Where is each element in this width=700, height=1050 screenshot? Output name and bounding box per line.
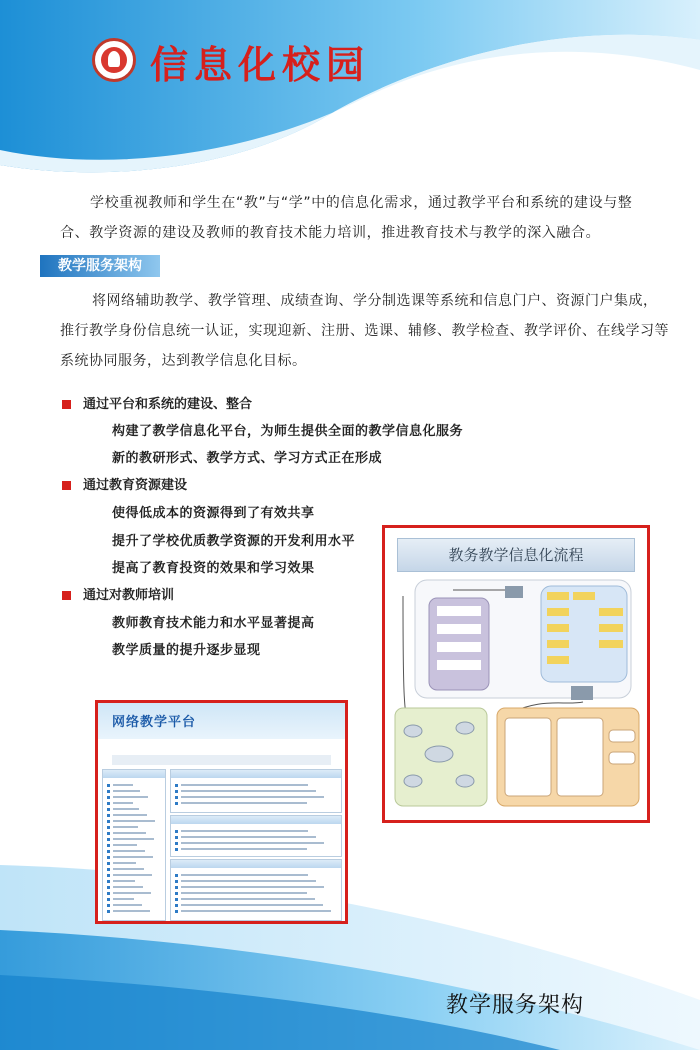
web-logo-text: 网络教学平台 xyxy=(112,715,197,730)
paragraph-line: 将网络辅助教学、教学管理、成绩查询、学分制选课等系统和信息门户、资源门户集成， xyxy=(92,293,658,309)
list-bullet-icon xyxy=(175,836,178,839)
text-line xyxy=(113,910,150,912)
list-bullet-icon xyxy=(107,820,110,823)
list-bullet-icon xyxy=(107,826,110,829)
web-links-panel xyxy=(170,815,342,857)
list-bullet-icon xyxy=(107,892,110,895)
bullet-item: 构建了教学信息化平台，为师生提供全面的教学信息化服务 xyxy=(112,424,464,439)
diagram-title: 教务教学信息化流程 xyxy=(397,538,635,572)
text-line xyxy=(181,836,316,838)
list-bullet-icon xyxy=(107,802,110,805)
text-line xyxy=(181,892,307,894)
list-bullet-icon xyxy=(107,904,110,907)
footer-label: 教学服务架构 xyxy=(446,993,585,1018)
list-bullet-icon xyxy=(175,784,178,787)
list-bullet-icon xyxy=(175,892,178,895)
web-search-bar xyxy=(112,755,331,765)
text-line xyxy=(181,790,316,792)
bullet-square-icon xyxy=(62,481,71,490)
flow-diagram-image xyxy=(382,525,650,823)
list-bullet-icon xyxy=(175,802,178,805)
paragraph-line: 系统协同服务，达到教学信息化目标。 xyxy=(60,353,307,369)
list-bullet-icon xyxy=(175,886,178,889)
text-line xyxy=(181,802,307,804)
bullet-item: 使得低成本的资源得到了有效共享 xyxy=(112,506,315,521)
text-line xyxy=(113,880,135,882)
list-bullet-icon xyxy=(175,848,178,851)
list-bullet-icon xyxy=(107,886,110,889)
web-header xyxy=(98,703,345,739)
text-line xyxy=(113,844,137,846)
text-line xyxy=(181,904,323,906)
text-line xyxy=(113,814,147,816)
text-line xyxy=(113,850,145,852)
bullet-item: 教学质量的提升逐步显现 xyxy=(112,643,261,658)
list-bullet-icon xyxy=(175,880,178,883)
list-bullet-icon xyxy=(107,790,110,793)
list-bullet-icon xyxy=(107,808,110,811)
flow-chart-graphic xyxy=(393,576,641,816)
text-line xyxy=(113,862,136,864)
intro-paragraph: 学校重视教师和学生在“教”与“学”中的信息化需求，通过教学平台和系统的建设与整合、教学资源的建设及教师的教育技术能力培训，推进教育技术与教学的深入融合。 xyxy=(60,195,633,241)
list-bullet-icon xyxy=(175,898,178,901)
text-line xyxy=(113,886,143,888)
web-nav xyxy=(98,739,345,751)
bullet-heading: 通过对教师培训 xyxy=(62,584,174,603)
text-line xyxy=(113,832,146,834)
text-line xyxy=(181,830,308,832)
list-bullet-icon xyxy=(175,790,178,793)
list-bullet-icon xyxy=(107,880,110,883)
list-bullet-icon xyxy=(107,898,110,901)
text-line xyxy=(113,856,153,858)
web-platform-screenshot xyxy=(95,700,348,924)
web-sidebar xyxy=(102,769,166,921)
list-bullet-icon xyxy=(107,844,110,847)
text-line xyxy=(181,874,308,876)
text-line xyxy=(181,784,308,786)
text-line xyxy=(113,874,152,876)
list-bullet-icon xyxy=(175,904,178,907)
list-bullet-icon xyxy=(107,856,110,859)
bullet-item: 提高了教育投资的效果和学习效果 xyxy=(112,561,315,576)
text-line xyxy=(181,796,324,798)
page-title: 信息化校园 xyxy=(150,42,371,87)
text-line xyxy=(113,898,134,900)
bullet-item: 新的教研形式、教学方式、学习方式正在形成 xyxy=(112,451,383,466)
bullet-heading: 通过教育资源建设 xyxy=(62,474,187,493)
bullet-square-icon xyxy=(62,591,71,600)
text-line xyxy=(113,826,138,828)
web-news-panel xyxy=(170,769,342,813)
list-bullet-icon xyxy=(107,910,110,913)
bullet-square-icon xyxy=(62,400,71,409)
list-bullet-icon xyxy=(107,784,110,787)
text-line xyxy=(113,790,140,792)
text-line xyxy=(181,848,307,850)
text-line xyxy=(113,808,139,810)
list-bullet-icon xyxy=(175,842,178,845)
bullet-heading: 通过平台和系统的建设、整合 xyxy=(62,393,252,412)
list-bullet-icon xyxy=(107,832,110,835)
bullet-item: 教师教育技术能力和水平显著提高 xyxy=(112,616,315,631)
list-bullet-icon xyxy=(107,868,110,871)
section-title: 教学服务架构 xyxy=(58,258,142,274)
paragraph-line: 推行教学身份信息统一认证，实现迎新、注册、选课、辅修、教学检查、教学评价、在线学习等 xyxy=(60,323,669,339)
list-bullet-icon xyxy=(107,862,110,865)
web-courses-panel xyxy=(170,859,342,921)
text-line xyxy=(113,904,142,906)
text-line xyxy=(113,820,155,822)
section-paragraph xyxy=(60,286,672,376)
text-line xyxy=(181,898,315,900)
text-line xyxy=(113,892,151,894)
text-line xyxy=(113,802,133,804)
text-line xyxy=(181,886,324,888)
list-bullet-icon xyxy=(175,796,178,799)
list-bullet-icon xyxy=(107,874,110,877)
school-logo xyxy=(92,38,136,82)
list-bullet-icon xyxy=(175,874,178,877)
list-bullet-icon xyxy=(175,830,178,833)
list-bullet-icon xyxy=(107,838,110,841)
text-line xyxy=(113,868,144,870)
text-line xyxy=(113,796,148,798)
list-bullet-icon xyxy=(107,814,110,817)
list-bullet-icon xyxy=(107,850,110,853)
text-line xyxy=(181,842,324,844)
text-line xyxy=(181,880,316,882)
bullet-item: 提升了学校优质教学资源的开发利用水平 xyxy=(112,534,356,549)
list-bullet-icon xyxy=(175,910,178,913)
text-line xyxy=(113,784,133,786)
section-header xyxy=(40,255,160,277)
list-bullet-icon xyxy=(107,796,110,799)
text-line xyxy=(181,910,331,912)
text-line xyxy=(113,838,154,840)
